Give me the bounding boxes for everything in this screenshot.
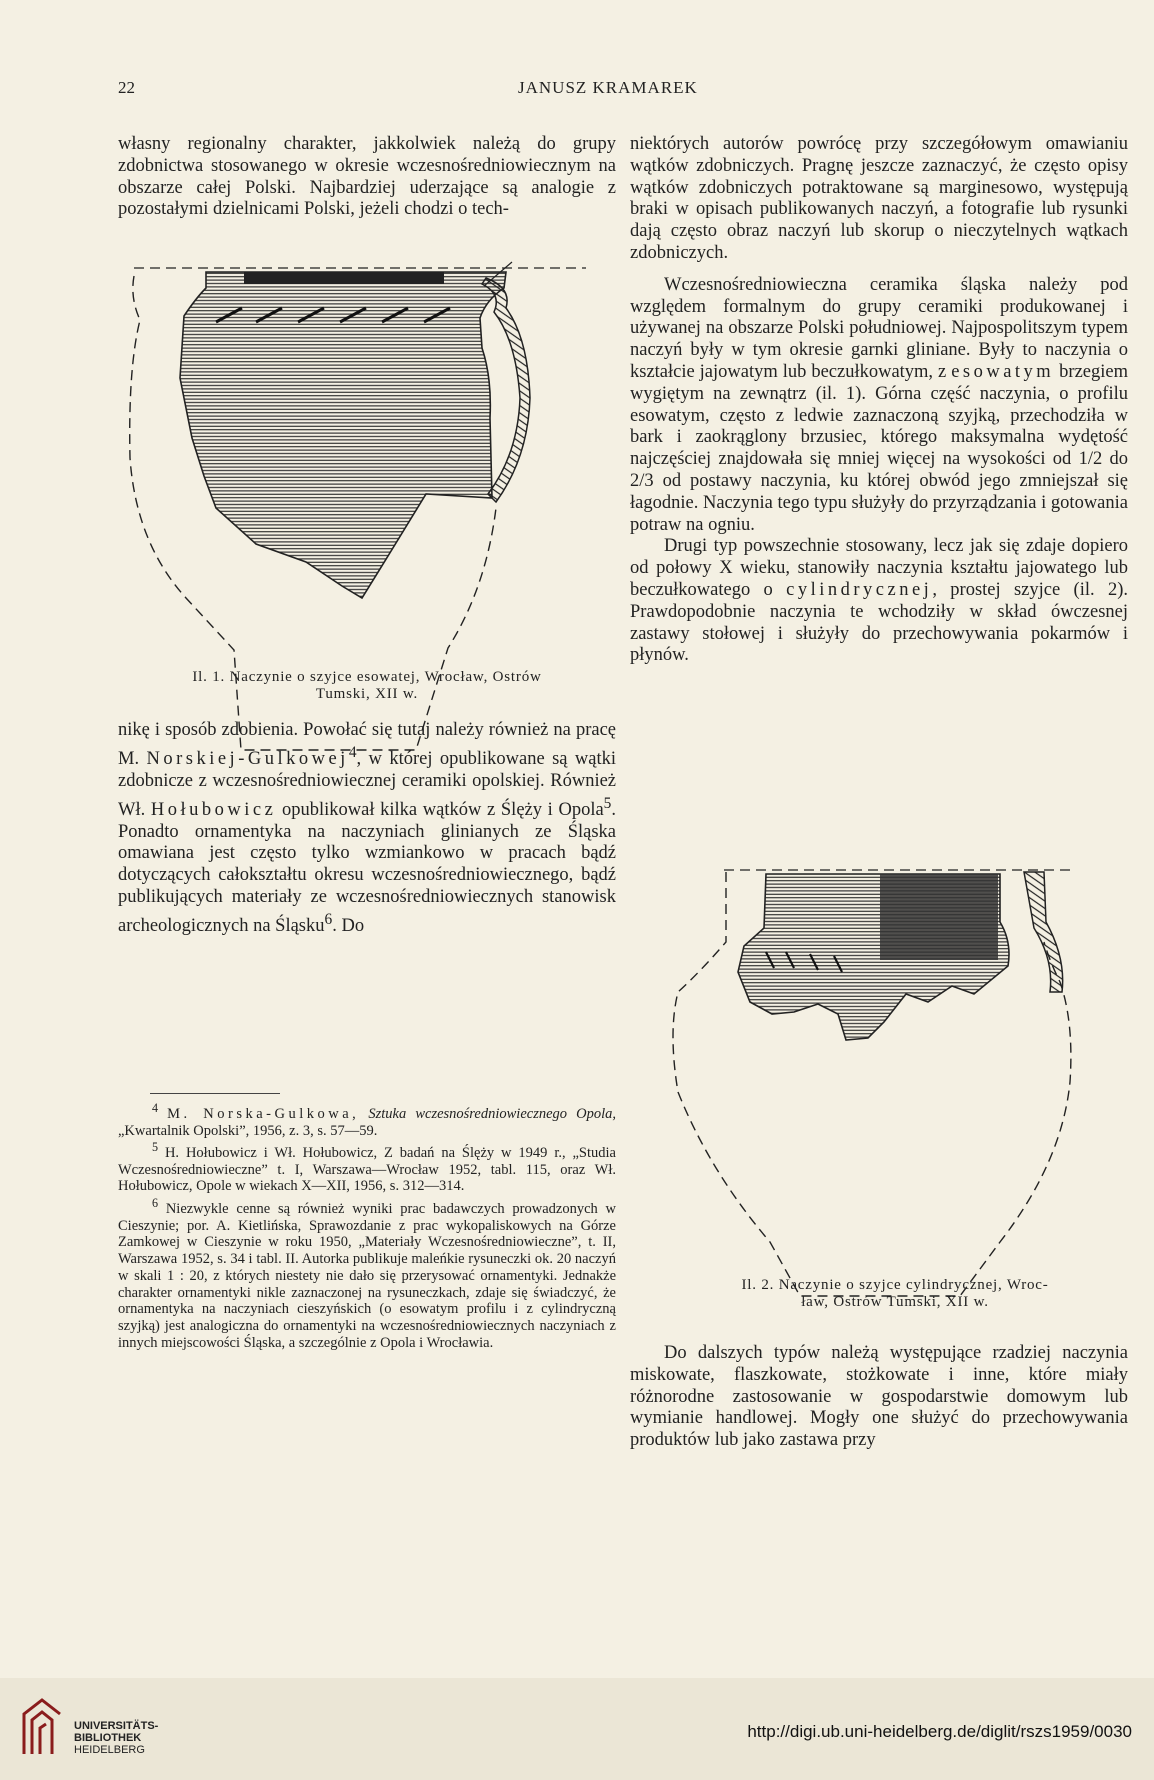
figure-2-caption: Il. 2. Naczynie o szyjce cylindrycznej, Wroc- ław, Ostrów Tumski, XII w. bbox=[741, 1277, 1049, 1310]
library-name: UNIVERSITÄTS- BIBLIOTHEK HEIDELBERG bbox=[74, 1720, 159, 1756]
footnote-5: $^5$ H. Hołubowicz i Wł. Hołubowicz, Z badań na Ślęży w 1949 r., „Studia Wczesnośredniowieczne” t. I, Warszawa—Wrocław 1952, tabl. 115, oraz Wł. Hołubowicz, Opole w wiekach X—XII, 1956, s. 312—314. bbox=[118, 1140, 616, 1195]
page-number: 22 bbox=[118, 78, 135, 97]
digital-library-url[interactable]: http://digi.ub.uni-heidelberg.de/diglit/rszs1959/0030 bbox=[747, 1722, 1132, 1741]
footnotes bbox=[118, 1093, 616, 1351]
library-logo-icon bbox=[20, 1696, 66, 1756]
right-paragraph-2: Wczesnośredniowieczna ceramika śląska należy pod względem formalnym do grupy ceramiki produkowanej i używanej na obszarze Polski południowej. Najpospolitszym typem naczyń były w tym okresie garnki gliniane. Były to naczynia o kształcie jajowatym lub beczułkowatym, z esowatym brzegiem wygiętym na zewnątrz (il. 1). Górna część naczynia, o profilu esowatym, często z ledwie zaznaczoną szyjką, przechodziła w bark i zaokrąglony brzusiec, którego maksymalna wydętość najczęściej znajdowała się mniej więcej na wysokości od 1/2 do 2/3 od postawy naczynia, ku której obwód jego zmniejszał się łagodnie. Naczynia tego typu służyły do przyrządzania i gotowania potraw na ogniu. bbox=[630, 274, 1128, 535]
running-title: JANUSZ KRAMAREK bbox=[518, 78, 698, 97]
figure-1-caption: Il. 1. Naczynie o szyjce esowatej, Wrocław, Ostrów Tumski, XII w. bbox=[192, 669, 542, 702]
right-paragraph-4: Do dalszych typów należą występujące rzadziej naczynia miskowate, flaszkowate, stożkowate i inne, które miały różnorodne zastosowanie w gospodarstwie domowym lub wymianie handlowej. Mogły one służyć do przechowywania produktów lub jako zastawa przy bbox=[630, 1343, 1128, 1451]
footnote-rule bbox=[150, 1093, 280, 1094]
figure-2-vessel-drawing bbox=[670, 862, 1090, 1302]
right-paragraph-3: Drugi typ powszechnie stosowany, lecz jak się zdaje dopiero od połowy X wieku, stanowiły naczynia kształtu jajowatego lub beczułkowatego o cylindrycznej, prostej szyjce (il. 2). Prawdopodobnie naczynia te wchodziły w skład ówczesnej zastawy stołowej i służyły do przechowywania pokarmów i płynów. bbox=[630, 536, 1128, 666]
author-name-holubowicz: Hołubowicz bbox=[150, 799, 277, 820]
left-paragraph-1: własny regionalny charakter, jakkolwiek należą do grupy zdobnictwa stosowanego w okresie wczesnośredniowiecznym na obszarze całej Polski. Najbardziej uderzające są analogie z pozostałymi dzielnicami Polski, jeżeli chodzi o tech- bbox=[118, 134, 616, 220]
author-name-norska: Norskiej-Gulkowej bbox=[146, 748, 349, 769]
left-paragraph-2: nikę i sposób zdobienia. Powołać się tutaj należy również na pracę M. Norskiej-Gulkowej$^4$, w której opublikowane są wątki zdobnicze z wczesnośredniowiecznej ceramiki opolskiej. Również Wł. Hołubowicz opublikował kilka wątków z Ślęży i Opola$^5$. Ponadto ornamentyka na naczyniach glinianych ze Śląska omawiana jest często tylko wzmiankowo w pracach bądź dotyczących całokształtu okresu wczesnośredniowiecznego, bądź publikujących materiały ze wczesnośredniowiecznych stanowisk archeologicznych na Śląsku$^6$. Do bbox=[118, 720, 616, 936]
page-header bbox=[118, 78, 1132, 104]
library-footer bbox=[0, 1678, 1154, 1780]
footnote-6: $^6$ Niezwykle cenne są również wyniki prac badawczych prowadzonych w Cieszynie; por. A. Kietlińska, Sprawozdanie z prac wykopaliskowych na Górze Zamkowej w Cieszynie w roku 1950, „Materiały Wczesnośredniowieczne”, t. II, Warszawa 1952, s. 34 i tabl. II. Autorka publikuje maleńkie rysuneczki ok. 20 naczyń w skali 1 : 20, z których niestety nie dało się przerysować ornamentyki. Jednakże charakter ornamentyki nikle zaznaczonej na rysuneczkach, zdaje się świadczyć, że ornamentyka na naczyniach cieszyńskich (o esowatym profilu i z cylindryczną szyjką) jest analogiczna do ornamentyki na wczesnośredniowiecznych naczyniach z innych miejscowości Śląska, a szczególnie z Opola i Wrocławia. bbox=[118, 1196, 616, 1351]
right-column-text bbox=[630, 134, 1128, 667]
right-paragraph-1: niektórych autorów powrócę przy szczegółowym omawianiu wątków zdobniczych. Pragnę jeszcze zaznaczyć, że często opisy wątków zdobniczych potraktowane są marginesowo, występują braki w opisach publikowanych naczyń, a fotografie lub rysunki dają często obraz naczyń lub skorup o nieczytelnych wątkach zdobniczych. bbox=[630, 134, 1128, 263]
footnote-4: $^4$ M. Norska-Gulkowa, Sztuka wczesnośredniowiecznego Opola, „Kwartalnik Opolski”, 1956, z. 3, s. 57—59. bbox=[118, 1101, 616, 1139]
